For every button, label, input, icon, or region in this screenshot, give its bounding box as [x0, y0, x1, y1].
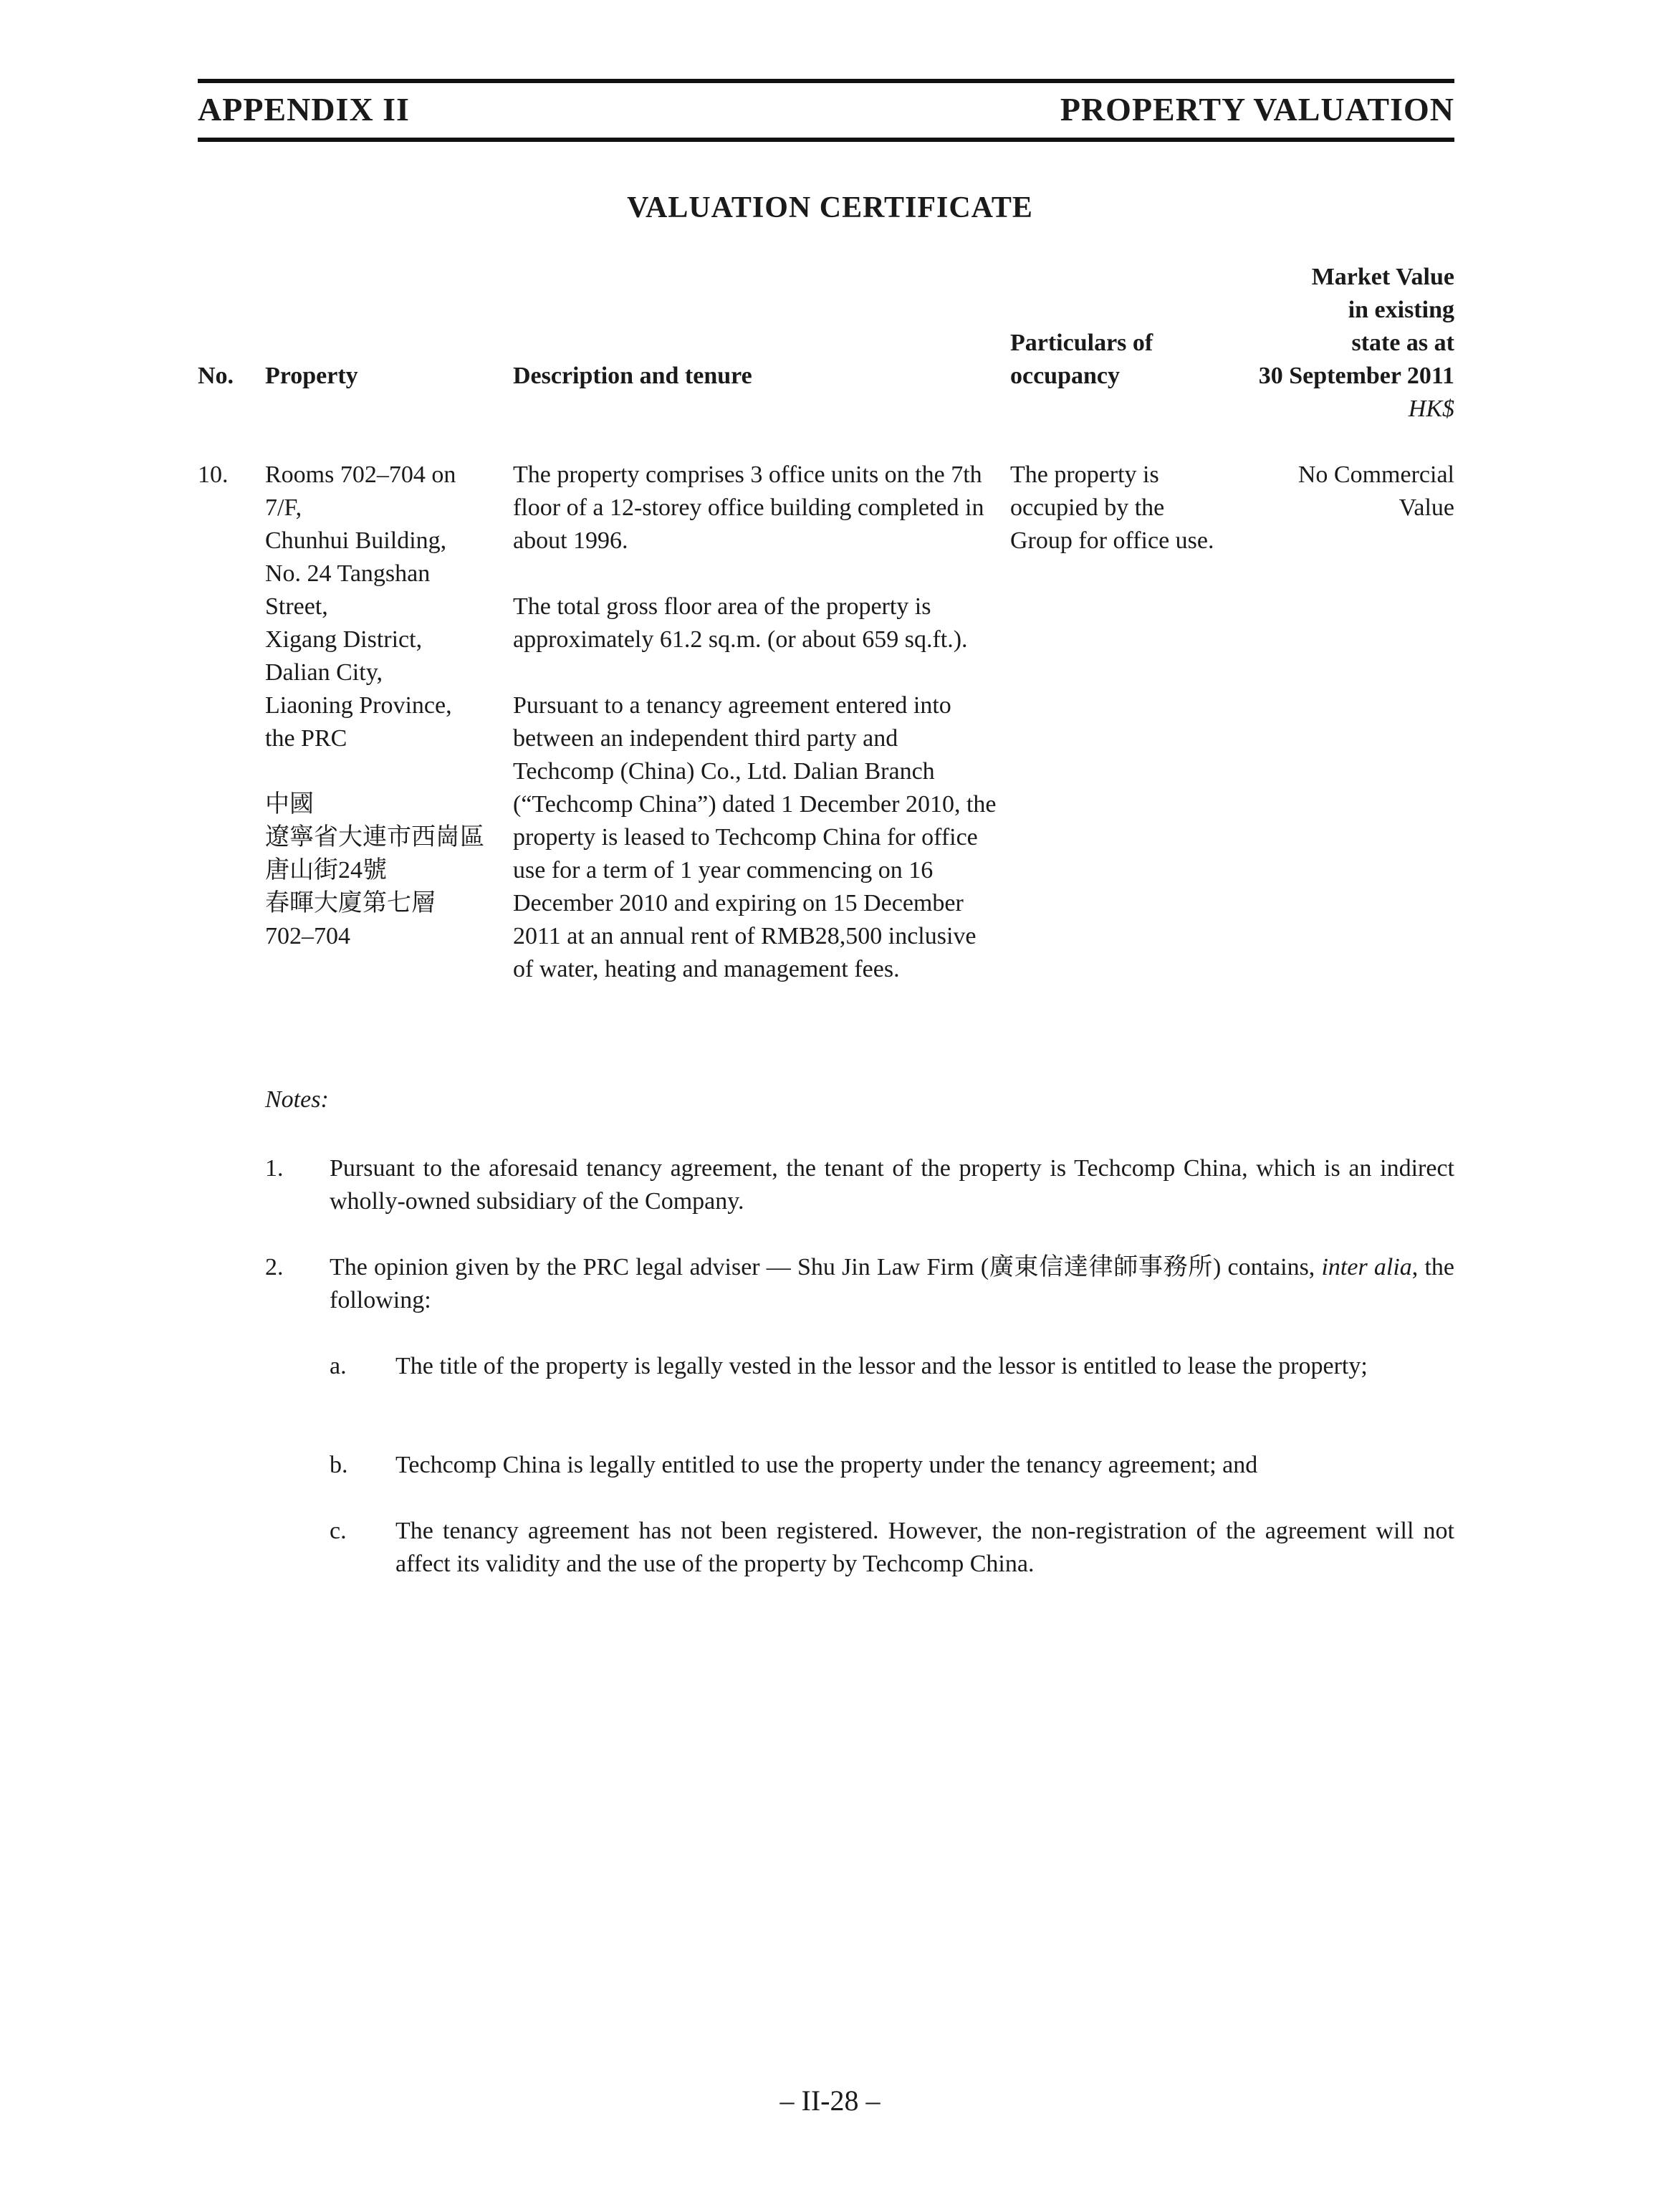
- market-header-line3: state as at: [1351, 330, 1454, 356]
- sub-note-text: The title of the property is legally vested in the lessor and the lessor is entitled to lease the property;: [395, 1353, 1368, 1379]
- note-text: Pursuant to the aforesaid tenancy agreement, the tenant of the property is Techcomp China, which is an indirect wholly-owned subsidiary of the Company.: [330, 1155, 1454, 1215]
- description-paragraph: Pursuant to a tenancy agreement entered into between an independent third party and Techcomp (China) Co., Ltd. Dalian Branch (“Techcomp China”) dated 1 December 2010, the property is leased to Techcomp China for office use for a term of 1 year commencing on 16 December 2010 and expiring on 15 December 2011 at an annual rent of RMB28,500 inclusive of water, heating and management fees.: [513, 692, 997, 982]
- market-header-line2: in existing: [1348, 297, 1454, 323]
- sub-note-text: Techcomp China is legally entitled to use the property under the tenancy agreement; and: [395, 1452, 1258, 1478]
- chinese-address-line: 唐山街24號: [265, 857, 387, 884]
- header-bottom-rule: [198, 138, 1454, 142]
- note-text-part: The opinion given by the PRC legal adviser — Shu Jin Law Firm (廣東信達律師事務所) contains,: [330, 1254, 1315, 1280]
- header-top-rule: [198, 79, 1454, 83]
- col-header-market-value: [1168, 261, 1454, 426]
- sub-note-label: b.: [330, 1452, 348, 1478]
- chinese-address-line: 遼寧省大連市西崗區: [265, 824, 484, 851]
- certificate-title: VALUATION CERTIFICATE: [627, 191, 1033, 224]
- note-text-italic: inter alia: [1321, 1254, 1412, 1280]
- market-header-line1: Market Value: [1311, 264, 1454, 290]
- page-number: – II-28 –: [779, 2084, 881, 2117]
- market-value-line1: No Commercial: [1297, 461, 1454, 488]
- appendix-label: APPENDIX II: [198, 91, 410, 128]
- notes-label: Notes:: [265, 1086, 329, 1113]
- address-line: Street,: [265, 593, 328, 620]
- col-header-description: Description and tenure: [513, 363, 752, 389]
- chinese-address-line: 702–704: [265, 923, 350, 949]
- particulars-of-occupancy: The property is occupied by the Group for office use.: [1010, 461, 1214, 554]
- note-text: [330, 1251, 1454, 1317]
- occupancy-header-line1: Particulars of: [1010, 330, 1153, 356]
- market-header-line4: 30 September 2011: [1258, 363, 1454, 389]
- col-header-occupancy: [1010, 327, 1153, 393]
- address-line: 7/F,: [265, 494, 302, 521]
- sub-note-label: c.: [330, 1518, 347, 1544]
- address-line: Chunhui Building,: [265, 527, 447, 554]
- description-and-tenure: [513, 459, 997, 986]
- sub-note-label: a.: [330, 1353, 347, 1379]
- sub-note-text: The tenancy agreement has not been registered. However, the non-registration of the agreement will not affect its validity and the use of the property by Techcomp China.: [395, 1518, 1454, 1577]
- note-text-part: , the following:: [330, 1254, 1455, 1313]
- address-line: Xigang District,: [265, 626, 423, 653]
- note-number: 2.: [265, 1254, 284, 1280]
- col-header-no: No.: [198, 363, 234, 389]
- section-title: PROPERTY VALUATION: [1060, 91, 1454, 128]
- occupancy-header-line2: occupancy: [1010, 363, 1120, 389]
- property-address: [265, 459, 502, 953]
- address-line: Liaoning Province,: [265, 692, 452, 719]
- chinese-address-line: 中國: [265, 791, 314, 818]
- row-number: 10.: [198, 461, 229, 488]
- currency-label: HK$: [1408, 396, 1454, 422]
- market-value: [1225, 459, 1454, 525]
- address-line: No. 24 Tangshan: [265, 560, 431, 587]
- col-header-property: Property: [265, 363, 358, 389]
- address-line: Rooms 702–704 on: [265, 461, 456, 488]
- address-line: Dalian City,: [265, 659, 383, 686]
- address-line: the PRC: [265, 725, 347, 752]
- market-value-line2: Value: [1398, 494, 1454, 521]
- note-number: 1.: [265, 1155, 284, 1182]
- description-paragraph: The total gross floor area of the property is approximately 61.2 sq.m. (or about 659 sq.ft.).: [513, 593, 968, 653]
- chinese-address-line: 春暉大廈第七層: [265, 890, 436, 916]
- description-paragraph: The property comprises 3 office units on the 7th floor of a 12-storey office building completed in about 1996.: [513, 461, 984, 554]
